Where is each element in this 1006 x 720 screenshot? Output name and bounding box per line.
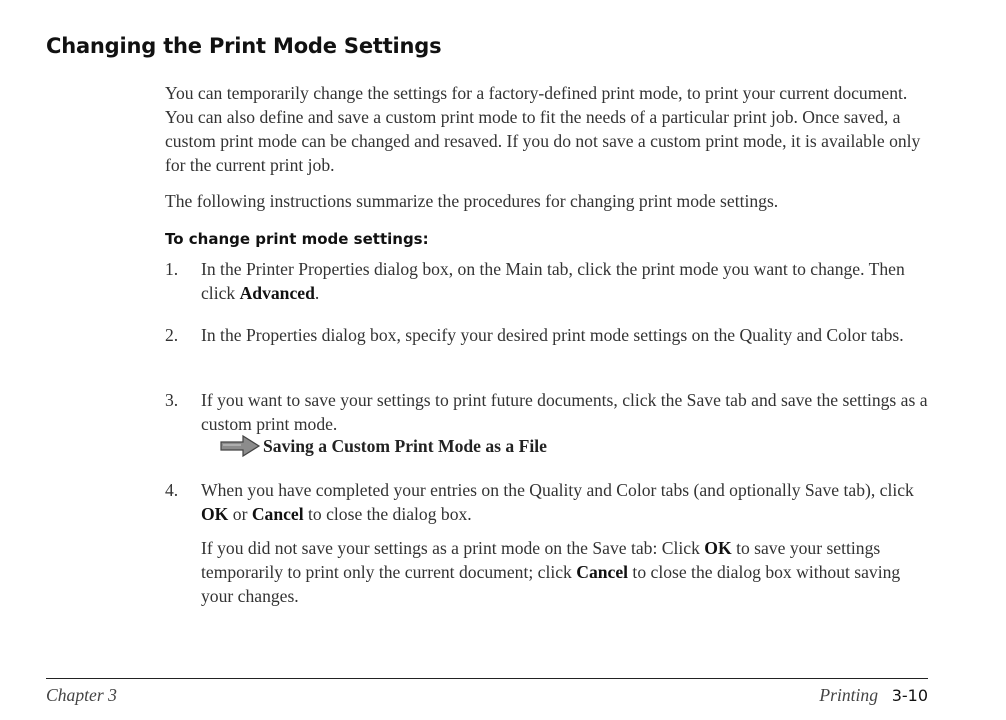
ui-term-cancel: Cancel <box>251 504 304 524</box>
ui-term-advanced: Advanced <box>239 283 315 303</box>
arrow-right-icon <box>219 434 261 458</box>
cross-reference-label[interactable]: Saving a Custom Print Mode as a File <box>263 435 547 456</box>
page-title: Changing the Print Mode Settings <box>46 34 442 58</box>
step-text <box>201 478 931 526</box>
page-number: 3-10 <box>891 686 928 705</box>
ui-term-ok: OK <box>704 538 732 558</box>
step-number: 4. <box>165 480 179 500</box>
step-4-note <box>201 536 931 608</box>
step-number: 3. <box>165 390 179 410</box>
step-number: 1. <box>165 259 179 279</box>
step-text: If you want to save your settings to print future documents, click the Save tab and save the settings as a custom print mode. <box>201 390 928 434</box>
footer-chapter: Chapter 3 <box>46 685 117 705</box>
step-text-part: or <box>228 504 252 524</box>
step-text <box>201 257 931 305</box>
step-number: 2. <box>165 325 179 345</box>
footer-section: Printing <box>819 685 878 705</box>
intro-paragraph-1: You can temporarily change the settings for a factory-defined print mode, to print your current document. You can also define and save a custom print mode to fit the needs of a particular print job. Once saved, a custom print mode can be changed and resaved. If you do not save a custom print mode, it is available only for the current print job. <box>165 83 921 175</box>
step-text-part: When you have completed your entries on the Quality and Color tabs (and optionally Save tab), click <box>201 480 914 500</box>
footer-divider <box>46 678 928 679</box>
intro-paragraph-2: The following instructions summarize the procedures for changing print mode settings. <box>165 191 779 211</box>
step-text-part: to close the dialog box. <box>303 504 472 524</box>
cross-reference-link[interactable] <box>219 434 547 458</box>
procedure-heading: To change print mode settings: <box>165 230 429 248</box>
step-text-part: . <box>314 283 320 303</box>
note-text-part: to close the dialog box without saving your changes. <box>201 562 901 606</box>
step-text-part: In the Printer Properties dialog box, on the Main tab, click the print mode you want to change. Then click <box>201 259 905 303</box>
ui-term-ok: OK <box>201 504 229 524</box>
note-text-part: If you did not save your settings as a print mode on the Save tab: Click <box>201 538 705 558</box>
note-text-part: to save your settings temporarily to print only the current document; click <box>201 538 881 582</box>
ui-term-cancel: Cancel <box>576 562 629 582</box>
step-text: In the Properties dialog box, specify your desired print mode settings on the Quality and Color tabs. <box>201 325 904 345</box>
